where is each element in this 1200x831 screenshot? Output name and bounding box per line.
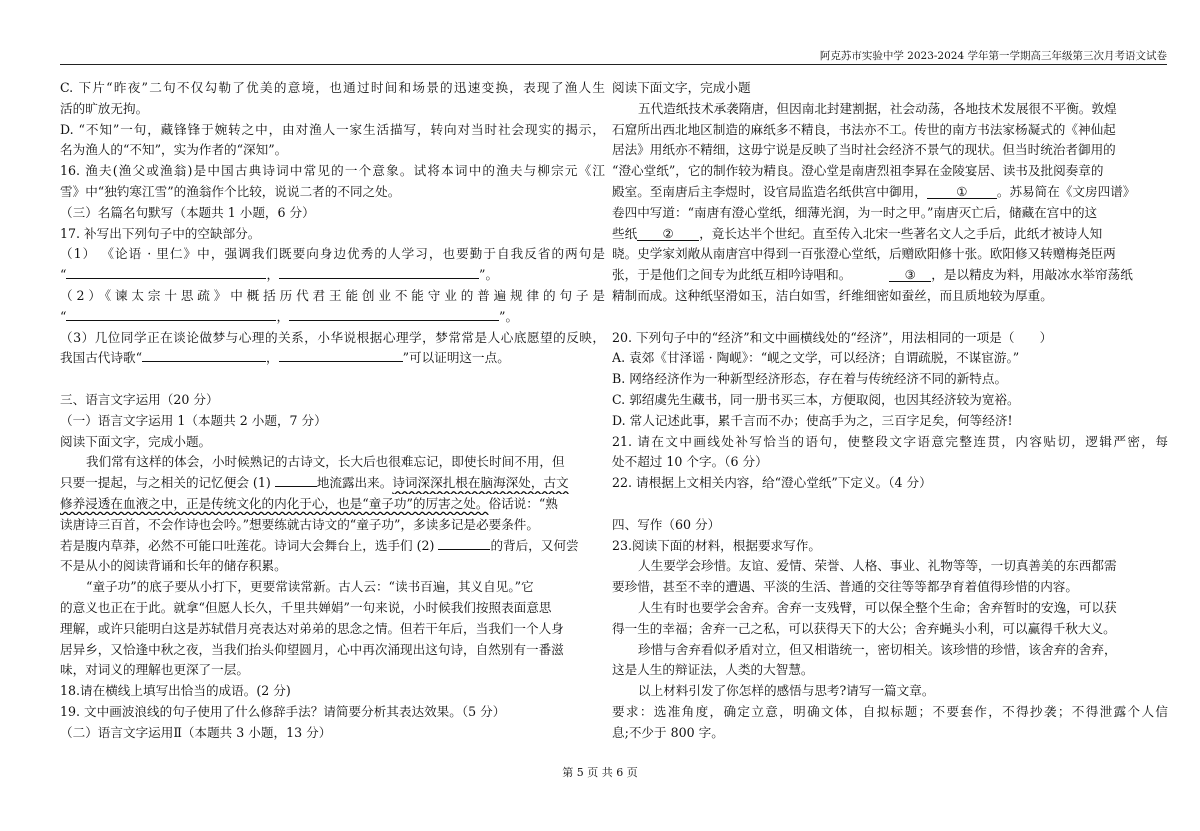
q18: 18.请在横线上填写出恰当的成语。(2 分) bbox=[60, 683, 291, 699]
q20-option-c: C. 郭绍虞先生藏书，同一册书买三本，方便取阅，也因其经济较为宽裕。 bbox=[612, 391, 1020, 407]
material-para2-line1: 人生有时也要学会舍弃。舍弃一支残臂，可以保全整个生命；舍弃暂时的安逸，可以获 bbox=[638, 599, 1117, 615]
paper-passage-line3: 居法》用纸亦不精细，这毋宁说是反映了当时社会经济不景气的现状。但当时统治者御用的 bbox=[612, 142, 1116, 158]
q16-line2: 雪》中“独钓寒江雪”的渔翁作个比较，说说二者的不同之处。 bbox=[60, 183, 401, 199]
material-prompt: 以上材料引发了你怎样的感悟与思考?请写一篇文章。 bbox=[638, 683, 935, 699]
answer-blank[interactable] bbox=[66, 307, 276, 321]
passage1-line3 bbox=[60, 494, 605, 515]
passage2-line3: 理解，或许只能明白这是苏轼借月亮表达对弟弟的思念之情。但若干年后，当我们一个人身 bbox=[60, 620, 564, 636]
q17-3-suffix: ”可以证明这一点。 bbox=[402, 350, 510, 366]
q17-2-line1: （2）《谏太宗十思疏》中概括历代君王能创业不能守业的普遍规律的句子是 bbox=[60, 287, 605, 303]
passage-text: 张，于是他们之间专为此纸互相吟诗唱和。 bbox=[612, 267, 852, 283]
passage-text: ，竟长达半个世纪。直至传入北宋一些著名文人之手后，此纸才被诗人知 bbox=[699, 225, 1103, 241]
comma: ， bbox=[276, 308, 290, 324]
q17-stem: 17. 补写出下列句子中的空缺部分。 bbox=[60, 225, 261, 241]
passage-text: 的背后，又何尝 bbox=[490, 537, 579, 553]
section-mingpian-heading: （三）名篇名句默写（本题共 1 小题，6 分） bbox=[60, 204, 315, 220]
q21-line1: 21. 请在文中画线处补写恰当的语句，使整段文字语意完整连贯，内容贴切，逻辑严密，每 bbox=[612, 433, 1168, 449]
paper-passage-line6: 卷四中写道：“南唐有澄心堂纸，细薄光润，为一时之甲。”南唐灭亡后，储藏在宫中的这 bbox=[612, 204, 1098, 220]
passage1-line1: 我们常有这样的体会，小时候熟记的古诗文，长大后也很难忘记，即使长时间不用，但 bbox=[86, 454, 565, 470]
writing-requirements-line2: 息;不少于 800 字。 bbox=[612, 724, 724, 740]
passage-text: ，是以精皮为料，用敲冰水举帘荡纸 bbox=[931, 267, 1133, 283]
paper-passage-line8: 晓。史学家刘敞从南唐宫中得到一百张澄心堂纸，后赠欧阳修十张。欧阳修又转赠梅尧臣两 bbox=[612, 246, 1116, 262]
left-column bbox=[60, 78, 605, 744]
blank-2[interactable]: ② bbox=[637, 227, 699, 241]
q17-1-blanks bbox=[60, 265, 605, 286]
blank-3[interactable]: ③ bbox=[889, 268, 931, 282]
wavy-underlined-sentence: 修养浸透在血液之中，正是传统文化的内化于心，也是“童子功”的厉害之处。 bbox=[60, 495, 489, 511]
q20-option-a: A. 袁郊《甘泽谣 · 陶岘》：“岘之文学，可以经济；自谓疏脱，不谋宦游。” bbox=[612, 350, 1020, 366]
q15-option-c-line1: C. 下片“昨夜”二句不仅勾勒了优美的意境，也通过时间和场景的迅速变换，表现了渔人生 bbox=[60, 80, 605, 95]
q15-option-d-line1: D. “不知”一句，藏锋锋于婉转之中，由对渔人一家生活描写，转向对当时社会现实的揭示， bbox=[60, 121, 605, 137]
material-para1-line1: 人生要学会珍惜。友谊、爱情、荣誉、人格、事业、礼物等等，一切真善美的东西都需 bbox=[638, 558, 1117, 574]
passage-text: 些纸 bbox=[612, 225, 638, 241]
spacer bbox=[612, 307, 1168, 328]
page-number: 第 5 页 共 6 页 bbox=[562, 766, 638, 779]
passage-text: 地流露出来。 bbox=[316, 475, 393, 491]
passage1-line6: 不是从小的阅读背诵和长年的储存积累。 bbox=[60, 558, 287, 574]
material-para3-line1: 珍惜与舍弃看似矛盾对立，但又相谐统一，密切相关。该珍惜的珍惜，该舍弃的舍弃， bbox=[638, 641, 1117, 657]
paper-passage-line10: 精制而成。这种纸坚滑如玉，洁白如雪，纤维细密如蚕丝，而且质地较为厚重。 bbox=[612, 287, 1053, 303]
section3-heading: 三、语言文字运用（20 分） bbox=[60, 391, 219, 407]
passage1-line5 bbox=[60, 536, 605, 557]
passage-text: 殿室。至南唐后主李煜时，设官局监造名纸供宫中御用， bbox=[612, 183, 927, 199]
q23-stem: 23.阅读下面的材料，根据要求写作。 bbox=[612, 537, 821, 553]
q17-3-prefix: 我国古代诗歌“ bbox=[60, 350, 143, 366]
spacer bbox=[612, 494, 1168, 515]
passage-text: 只要一提起，与之相关的记忆便会 (1) bbox=[60, 475, 275, 491]
idiom-blank-2[interactable] bbox=[438, 536, 490, 550]
q16-line1: 16. 渔夫(渔父或渔翁)是中国古典诗词中常见的一个意象。试将本词中的渔夫与柳宗元《江 bbox=[60, 163, 605, 179]
exam-header: 阿克苏市实验中学 2023-2024 学年第一学期高三年级第三次月考语文试卷 bbox=[819, 50, 1167, 62]
comma: ， bbox=[266, 267, 280, 283]
material-para1-line2: 要珍惜，甚至不幸的遭遇、平淡的生活、普通的交往等等都孕育着值得珍惜的内容。 bbox=[612, 579, 1078, 595]
quote-open: “ bbox=[60, 308, 67, 324]
q17-3-line1: （3）几位同学正在谈论做梦与心理的关系，小华说根据心理学，梦常常是人心底愿望的反映， bbox=[60, 329, 605, 345]
q20-option-b: B. 网络经济作为一种新型经济形态，存在着与传统经济不同的新特点。 bbox=[612, 371, 1008, 387]
q19: 19. 文中画波浪线的句子使用了什么修辞手法？请简要分析其表达效果。（5 分） bbox=[60, 703, 506, 719]
quote-close: ”。 bbox=[499, 308, 519, 324]
q17-1-line1: （1） 《论语 · 里仁》中，强调我们既要向身边优秀的人学习，也要勤于自我反省的两句是 bbox=[60, 246, 605, 262]
answer-blank[interactable] bbox=[279, 265, 479, 279]
header-divider bbox=[60, 64, 1167, 65]
section4-heading: 四、写作（60 分） bbox=[612, 516, 721, 532]
reading-instruction-1: 阅读下面文字，完成小题。 bbox=[60, 433, 212, 449]
writing-requirements-line1: 要求：选准角度，确定立意，明确文体，自拟标题；不要套作，不得抄袭；不得泄露个人信 bbox=[612, 703, 1168, 719]
q20-stem: 20. 下列句子中的“经济”和文中画横线处的“经济”，用法相同的一项是（ ） bbox=[612, 329, 1053, 345]
paper-passage-line4: “澄心堂纸”，它的制作较为精良。澄心堂是南唐烈祖李昪在金陵宴居、读书及批阅奏章的 bbox=[612, 163, 1104, 179]
right-column bbox=[612, 78, 1168, 744]
passage-text: 若是腹内草莽，必然不可能口吐莲花。诗词大会舞台上，选手们 (2) bbox=[60, 537, 439, 553]
blank-1[interactable]: ① bbox=[927, 185, 997, 199]
answer-blank[interactable] bbox=[142, 348, 266, 362]
paper-passage-line2: 石窟所出西北地区制造的麻纸多不精良，书法亦不工。传世的南方书法家杨凝式的《神仙起 bbox=[612, 121, 1116, 137]
material-para3-line2: 这是人生的辩证法，人类的大智慧。 bbox=[612, 662, 814, 678]
paper-passage-line1: 五代造纸技术承袭隋唐，但因南北封建割据，社会动荡，各地技术发展很不平衡。敦煌 bbox=[638, 100, 1117, 116]
passage2-line5: 味，对词义的理解也更深了一层。 bbox=[60, 662, 249, 678]
q21-line2: 处不超过 10 个字。（6 分） bbox=[612, 454, 768, 470]
q15-option-c-line2: 活的旷放无拘。 bbox=[60, 100, 149, 116]
passage2-line1: “童子功”的底子要从小打下，更要常读常新。古人云：“读书百遍，其义自见。”它 bbox=[86, 579, 534, 595]
paper-passage-line9 bbox=[612, 265, 1168, 286]
passage-text: 俗话说：“熟 bbox=[488, 495, 558, 511]
reading-instruction-2: 阅读下面文字，完成小题 bbox=[612, 80, 751, 95]
passage-text: 。苏易简在《文房四谱》 bbox=[996, 183, 1136, 199]
q20-option-d: D. 常人记述此事，累千言而不办；使高手为之，三百字足矣，何等经济! bbox=[612, 412, 1013, 428]
section3-1-heading: （一）语言文字运用 1（本题共 2 小题，7 分） bbox=[60, 412, 327, 428]
passage1-line2 bbox=[60, 473, 605, 494]
quote-close: ”。 bbox=[479, 267, 499, 283]
spacer bbox=[60, 369, 605, 390]
passage2-line4: 居异乡，又恰逢中秋之夜，当我们抬头仰望圆月，心中再次涌现出这句诗，自然别有一番滋 bbox=[60, 641, 564, 657]
paper-passage-line7 bbox=[612, 224, 1168, 245]
q15-option-d-line2: 名为渔人的“不知”，实为作者的“深知”。 bbox=[60, 142, 288, 158]
paper-passage-line5 bbox=[612, 182, 1168, 203]
q17-2-blanks bbox=[60, 307, 605, 328]
passage1-line4: 读唐诗三百首，不会作诗也会吟。”想要练就古诗文的“童子功”，多读多记是必要条件。 bbox=[60, 516, 539, 532]
comma: ， bbox=[266, 350, 279, 366]
material-para2-line2: 得一生的幸福；舍弃一己之私，可以获得天下的大公；舍弃蝇头小利，可以赢得千秋大义。 bbox=[612, 620, 1116, 636]
section3-2-heading: （二）语言文字运用Ⅱ（本题共 3 小题，13 分） bbox=[60, 724, 332, 740]
quote-open: “ bbox=[60, 267, 67, 283]
answer-blank[interactable] bbox=[66, 265, 266, 279]
idiom-blank-1[interactable] bbox=[275, 473, 317, 487]
q22: 22. 请根据上文相关内容，给“澄心堂纸”下定义。（4 分） bbox=[612, 475, 932, 491]
answer-blank[interactable] bbox=[289, 307, 499, 321]
q17-3-blanks bbox=[60, 348, 605, 369]
wavy-underlined-sentence: 诗词深深扎根在脑海深处，古文 bbox=[392, 475, 569, 491]
answer-blank[interactable] bbox=[279, 348, 403, 362]
passage2-line2: 的意义也正在于此。就拿“但愿人长久，千里共婵娟”一句来说，小时候我们按照表面意思 bbox=[60, 599, 552, 615]
